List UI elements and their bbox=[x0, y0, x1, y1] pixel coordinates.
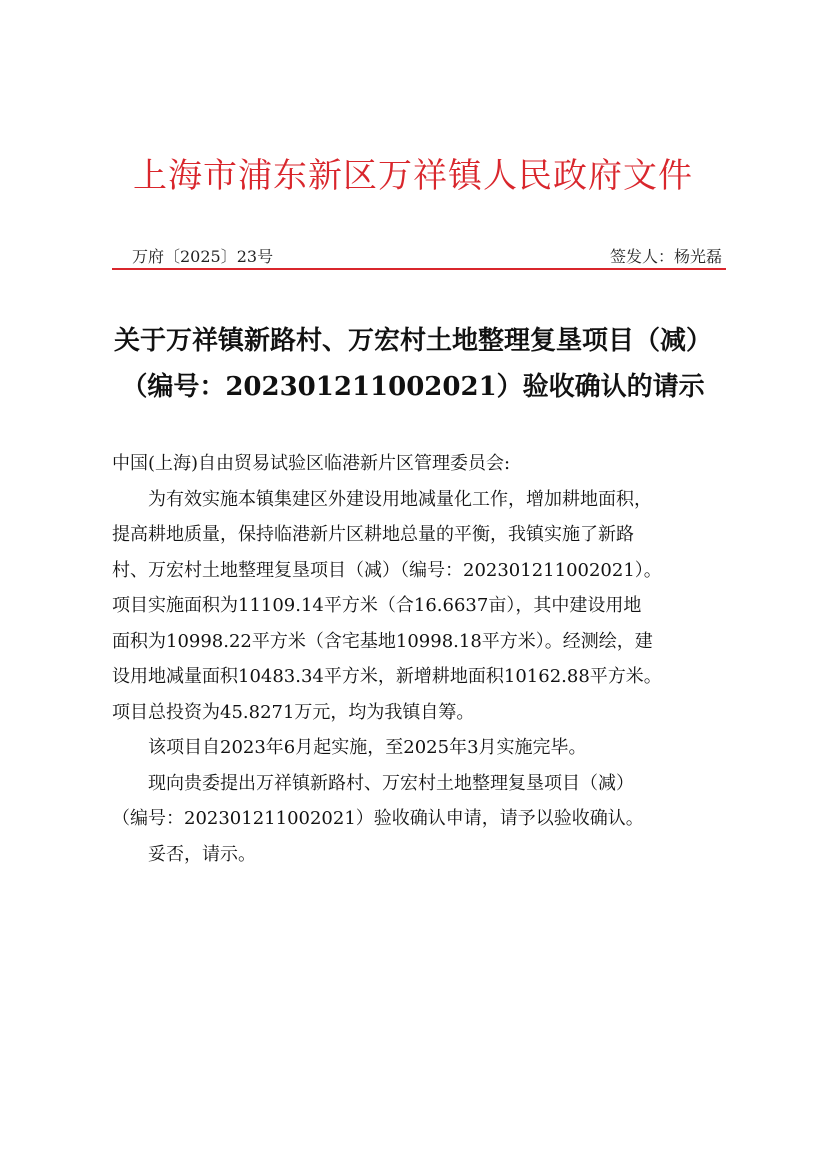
paragraph-1-line: 设用地减量面积10483.34平方米，新增耕地面积10162.88平方米。 bbox=[112, 666, 662, 687]
paragraph-1 bbox=[112, 482, 762, 731]
paragraph-2 bbox=[112, 730, 762, 766]
paragraph-4-line: 妥否，请示。 bbox=[148, 843, 256, 865]
document-number: 万府〔2025〕23号 bbox=[132, 247, 274, 266]
paragraph-1-line: 面积为10998.22平方米（含宅基地10998.18平方米）。经测绘，建 bbox=[112, 630, 653, 652]
paragraph-3 bbox=[112, 766, 762, 837]
paragraph-4 bbox=[112, 837, 762, 873]
paragraph-3-line: 现向贵委提出万祥镇新路村、万宏村土地整理复垦项目（减） bbox=[148, 772, 634, 794]
document-signer: 签发人：杨光磊 bbox=[609, 247, 722, 266]
subject-line-2: （编号：202301211002021）验收确认的请示 bbox=[121, 372, 705, 402]
red-separator-line bbox=[112, 268, 726, 270]
document-header-title: 上海市浦东新区万祥镇人民政府文件 bbox=[133, 156, 693, 196]
document-subject bbox=[80, 318, 746, 410]
paragraph-1-line: 提高耕地质量，保持临港新片区耕地总量的平衡，我镇实施了新路 bbox=[112, 524, 634, 545]
paragraph-2-line: 该项目自2023年6月起实施，至2025年3月实施完毕。 bbox=[148, 737, 587, 758]
paragraph-1-line: 为有效实施本镇集建区外建设用地减量化工作，增加耕地面积， bbox=[148, 488, 652, 510]
paragraph-1-line: 村、万宏村土地整理复垦项目（减）（编号：202301211002021）。 bbox=[112, 559, 662, 581]
paragraph-1-line: 项目总投资为45.8271万元，均为我镇自筹。 bbox=[112, 701, 475, 723]
addressee: 中国(上海)自由贸易试验区临港新片区管理委员会: bbox=[112, 453, 511, 474]
subject-line-1: 关于万祥镇新路村、万宏村土地整理复垦项目（减） bbox=[113, 326, 712, 356]
document-body bbox=[112, 446, 762, 872]
paragraph-1-line: 项目实施面积为11109.14平方米（合16.6637亩），其中建设用地 bbox=[112, 595, 642, 616]
paragraph-3-line: （编号：202301211002021）验收确认申请，请予以验收确认。 bbox=[112, 808, 644, 829]
